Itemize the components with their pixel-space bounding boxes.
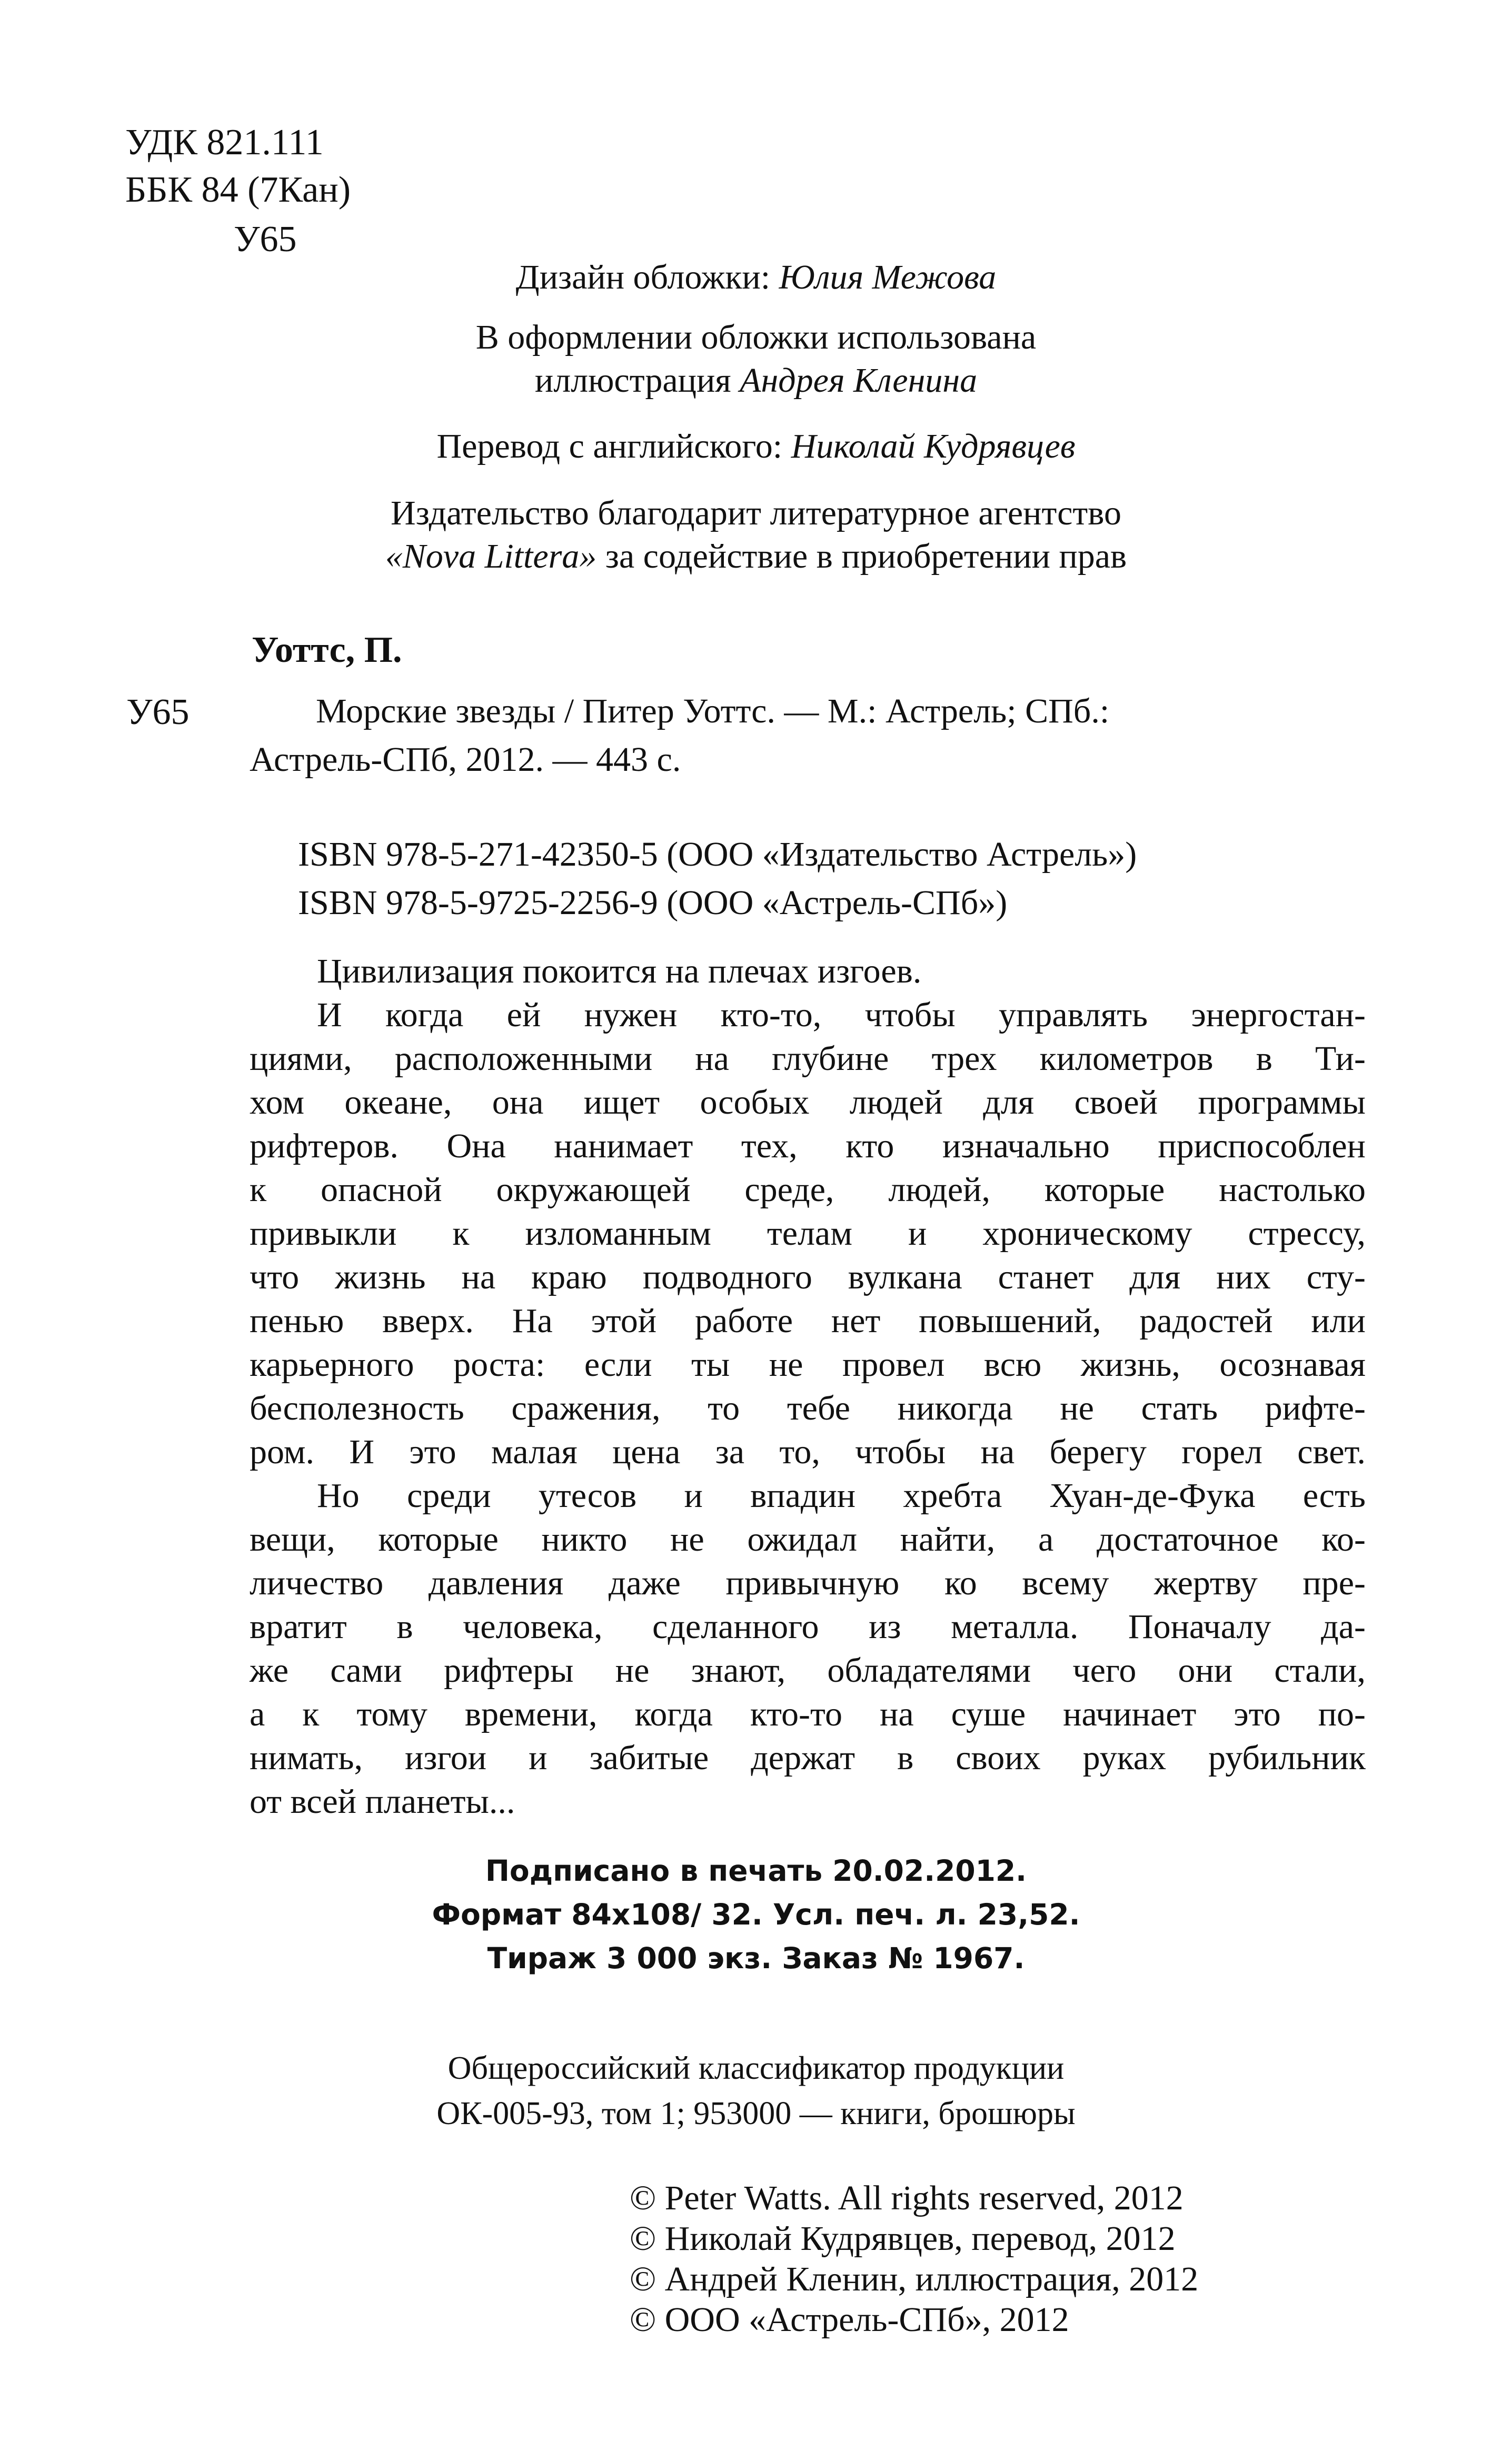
annotation-line: рифтеров. Она нанимает тех, кто изначально приспособлен	[250, 1127, 1366, 1165]
translation-credit	[0, 429, 1512, 464]
copyright-line: © Андрей Кленин, иллюстрация, 2012	[630, 2260, 1199, 2298]
illustration-credit-line2	[0, 363, 1512, 398]
annotation-line: циями, расположенными на глубине трех километров в Ти-	[250, 1039, 1366, 1078]
annotation-line: хом океане, она ищет особых людей для своей программы	[250, 1083, 1366, 1122]
product-classifier	[0, 2046, 1512, 2136]
annotation-line: личество давления даже привычную ко всему жертву пре-	[250, 1564, 1366, 1602]
annotation-line: от всей планеты...	[250, 1782, 515, 1821]
agency-thanks-suffix: за содействие в приобретении прав	[596, 537, 1127, 576]
illustration-credit-line1: В оформлении обложки использована	[475, 318, 1037, 356]
isbn-2: ISBN 978-5-9725-2256-9 (ООО «Астрель-СПб»)	[298, 884, 1008, 922]
annotation-line: к опасной окружающей среде, людей, которые настолько	[250, 1171, 1366, 1209]
catalog-author-heading: Уоттс, П.	[252, 630, 402, 670]
translator-name: Николай Кудрявцев	[791, 427, 1076, 465]
catalog-author-mark: У65	[126, 692, 190, 732]
annotation-line: вратит в человека, сделанного из металла. Поначалу да-	[250, 1608, 1366, 1646]
translation-label: Перевод с английского:	[436, 427, 791, 465]
annotation-line: карьерного роста: если ты не провел всю жизнь, осознавая	[250, 1345, 1366, 1384]
annotation-line: Цивилизация покоится на плечах изгоев.	[317, 952, 922, 990]
annotation-line: а к тому времени, когда кто-то на суше начинает это по-	[250, 1695, 1366, 1733]
classifier-line1: Общероссийский классификатор продукции	[447, 2050, 1065, 2086]
catalog-description-line2: Астрель-СПб, 2012. — 443 с.	[250, 740, 681, 779]
bbk-code: ББК 84 (7Кан)	[125, 170, 351, 210]
udk-code: УДК 821.111	[125, 122, 324, 163]
imprint-signed-line: Подписано в печать 20.02.2012.	[485, 1854, 1027, 1888]
illustrator-name: Андрея Кленина	[740, 361, 978, 400]
copyright-line: © Николай Кудрявцев, перевод, 2012	[630, 2219, 1176, 2258]
annotation	[250, 949, 1366, 1823]
annotation-line: нимать, изгои и забитые держат в своих руках рубильник	[250, 1739, 1366, 1777]
annotation-line: ром. И это малая цена за то, чтобы на берегу горел свет.	[250, 1433, 1366, 1471]
illustration-label: иллюстрация	[534, 361, 740, 400]
annotation-line: И когда ей нужен кто-то, чтобы управлять энергостан-	[317, 996, 1366, 1034]
copyright-line: © Peter Watts. All rights reserved, 2012	[630, 2179, 1183, 2217]
isbn-1: ISBN 978-5-271-42350-5 (ООО «Издательство Астрель»)	[298, 835, 1137, 874]
classifier-line2: ОК-005-93, том 1; 953000 — книги, брошюры	[436, 2096, 1076, 2131]
annotation-line: вещи, которые никто не ожидал найти, а достаточное ко-	[250, 1520, 1366, 1559]
annotation-line: же сами рифтеры не знают, обладателями чего они стали,	[250, 1651, 1366, 1690]
imprint-circulation-line: Тираж 3 000 экз. Заказ № 1967.	[487, 1941, 1025, 1975]
agency-thanks-line2	[0, 539, 1512, 574]
cover-design-credit	[0, 260, 1512, 295]
print-imprint	[0, 1849, 1512, 1980]
copyright-block	[630, 2178, 1198, 2340]
annotation-line: пенью вверх. На этой работе нет повышений, радостей или	[250, 1302, 1366, 1340]
annotation-line: что жизнь на краю подводного вулкана станет для них сту-	[250, 1258, 1366, 1296]
copyright-line: © ООО «Астрель-СПб», 2012	[630, 2300, 1069, 2339]
annotation-line: привыкли к изломанным телам и хроническому стрессу,	[250, 1214, 1366, 1253]
catalog-description-line1: Морские звезды / Питер Уоттс. — М.: Астрель; СПб.:	[316, 692, 1110, 730]
cover-design-name: Юлия Межова	[779, 258, 997, 296]
annotation-line: бесполезность сражения, то тебе никогда не стать рифте-	[250, 1389, 1366, 1427]
agency-name: «Nova Littera»	[385, 537, 597, 576]
author-mark-top: У65	[234, 219, 297, 260]
annotation-line: Но среди утесов и впадин хребта Хуан-де-Фука есть	[317, 1476, 1366, 1515]
imprint-format-line: Формат 84x108/ 32. Усл. печ. л. 23,52.	[432, 1898, 1080, 1931]
cover-design-label: Дизайн обложки:	[515, 258, 779, 296]
agency-thanks-line1: Издательство благодарит литературное агентство	[391, 494, 1121, 532]
